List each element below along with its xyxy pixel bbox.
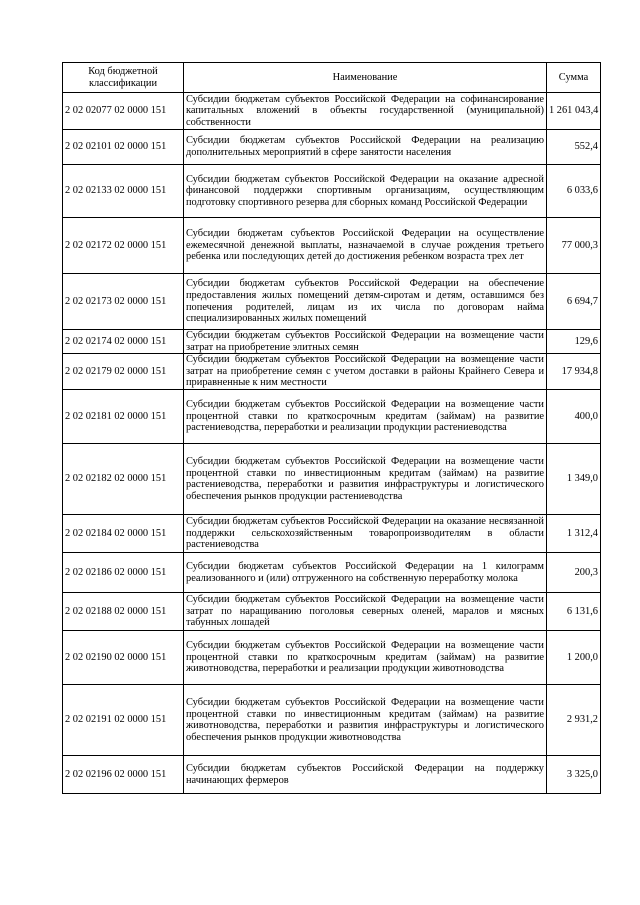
table-row: [63, 274, 601, 330]
budget-code-cell: 2 02 02188 02 0000 151: [63, 593, 184, 631]
amount-cell: 1 312,4: [547, 515, 601, 553]
header-code: Код бюджетной классификации: [63, 63, 184, 93]
description-cell: Субсидии бюджетам субъектов Российской Федерации на возмещение части затрат на приобретение элитных семян: [184, 330, 547, 354]
amount-cell: 17 934,8: [547, 354, 601, 390]
amount-cell: 200,3: [547, 553, 601, 593]
table-row: [63, 593, 601, 631]
amount-cell: 552,4: [547, 130, 601, 165]
description-cell: Субсидии бюджетам субъектов Российской Федерации на 1 килограмм реализованного и (или) отгруженного на собственную переработку молока: [184, 553, 547, 593]
table-row: [63, 390, 601, 444]
budget-code-cell: 2 02 02184 02 0000 151: [63, 515, 184, 553]
budget-code-cell: 2 02 02172 02 0000 151: [63, 218, 184, 274]
budget-code-cell: 2 02 02077 02 0000 151: [63, 93, 184, 130]
description-cell: Субсидии бюджетам субъектов Российской Федерации на возмещение части затрат на приобретение семян с учетом доставки в районы Крайнего Севера и приравненные к ним местности: [184, 354, 547, 390]
amount-cell: 400,0: [547, 390, 601, 444]
amount-cell: 6 033,6: [547, 165, 601, 218]
amount-cell: 6 131,6: [547, 593, 601, 631]
description-cell: Субсидии бюджетам субъектов Российской Федерации на реализацию дополнительных мероприятий в сфере занятости населения: [184, 130, 547, 165]
amount-cell: 2 931,2: [547, 685, 601, 756]
header-sum: Сумма: [547, 63, 601, 93]
budget-code-cell: 2 02 02101 02 0000 151: [63, 130, 184, 165]
table-row: [63, 130, 601, 165]
table-row: [63, 218, 601, 274]
description-cell: Субсидии бюджетам субъектов Российской Федерации на софинансирование капитальных вложений в объекты государственной (муниципальной) собственности: [184, 93, 547, 130]
amount-cell: 6 694,7: [547, 274, 601, 330]
table-row: [63, 515, 601, 553]
budget-code-cell: 2 02 02179 02 0000 151: [63, 354, 184, 390]
budget-code-cell: 2 02 02182 02 0000 151: [63, 444, 184, 515]
table-row: [63, 553, 601, 593]
description-cell: Субсидии бюджетам субъектов Российской Федерации на возмещение части процентной ставки по инвестиционным кредитам (займам) на развитие растениеводства, переработки и развития инфраструктуры и логистического обеспечения рынков продукции растениеводства: [184, 444, 547, 515]
amount-cell: 1 349,0: [547, 444, 601, 515]
description-cell: Субсидии бюджетам субъектов Российской Федерации на осуществление ежемесячной денежной выплаты, назначаемой в случае рождения третьего ребенка или последующих детей до достижения ребенком возраста трех лет: [184, 218, 547, 274]
description-cell: Субсидии бюджетам субъектов Российской Федерации на возмещение части затрат по наращиванию поголовья северных оленей, маралов и мясных табунных лошадей: [184, 593, 547, 631]
table-header-row: [63, 63, 601, 93]
table-row: [63, 685, 601, 756]
table-row: [63, 165, 601, 218]
table-row: [63, 330, 601, 354]
table-row: [63, 631, 601, 685]
description-cell: Субсидии бюджетам субъектов Российской Федерации на поддержку начинающих фермеров: [184, 756, 547, 794]
amount-cell: 3 325,0: [547, 756, 601, 794]
table-row: [63, 354, 601, 390]
budget-code-cell: 2 02 02186 02 0000 151: [63, 553, 184, 593]
description-cell: Субсидии бюджетам субъектов Российской Федерации на возмещение части процентной ставки по инвестиционным кредитам (займам) на развитие животноводства, переработки и развития инфраструктуры и логистического обеспечения рынков продукции животноводства: [184, 685, 547, 756]
description-cell: Субсидии бюджетам субъектов Российской Федерации на возмещение части процентной ставки по краткосрочным кредитам (займам) на развитие растениеводства, переработки и реализации продукции растениеводства: [184, 390, 547, 444]
description-cell: Субсидии бюджетам субъектов Российской Федерации на оказание несвязанной поддержки сельскохозяйственным товаропроизводителям в области растениеводства: [184, 515, 547, 553]
budget-code-cell: 2 02 02196 02 0000 151: [63, 756, 184, 794]
description-cell: Субсидии бюджетам субъектов Российской Федерации на возмещение части процентной ставки по краткосрочным кредитам (займам) на развитие животноводства, переработки и реализации продукции животноводства: [184, 631, 547, 685]
budget-code-cell: 2 02 02181 02 0000 151: [63, 390, 184, 444]
budget-code-cell: 2 02 02173 02 0000 151: [63, 274, 184, 330]
amount-cell: 1 200,0: [547, 631, 601, 685]
budget-table: [62, 62, 601, 794]
amount-cell: 77 000,3: [547, 218, 601, 274]
table-row: [63, 756, 601, 794]
amount-cell: 1 261 043,4: [547, 93, 601, 130]
budget-code-cell: 2 02 02190 02 0000 151: [63, 631, 184, 685]
budget-code-cell: 2 02 02191 02 0000 151: [63, 685, 184, 756]
table-row: [63, 444, 601, 515]
description-cell: Субсидии бюджетам субъектов Российской Федерации на обеспечение предоставления жилых помещений детям-сиротам и детям, оставшимся без попечения родителей, лицам из их числа по договорам найма специализированных жилых помещений: [184, 274, 547, 330]
amount-cell: 129,6: [547, 330, 601, 354]
budget-code-cell: 2 02 02174 02 0000 151: [63, 330, 184, 354]
budget-code-cell: 2 02 02133 02 0000 151: [63, 165, 184, 218]
table-row: [63, 93, 601, 130]
header-name: Наименование: [184, 63, 547, 93]
description-cell: Субсидии бюджетам субъектов Российской Федерации на оказание адресной финансовой поддержки спортивным организациям, осуществляющим подготовку спортивного резерва для сборных команд Российской Федерации: [184, 165, 547, 218]
